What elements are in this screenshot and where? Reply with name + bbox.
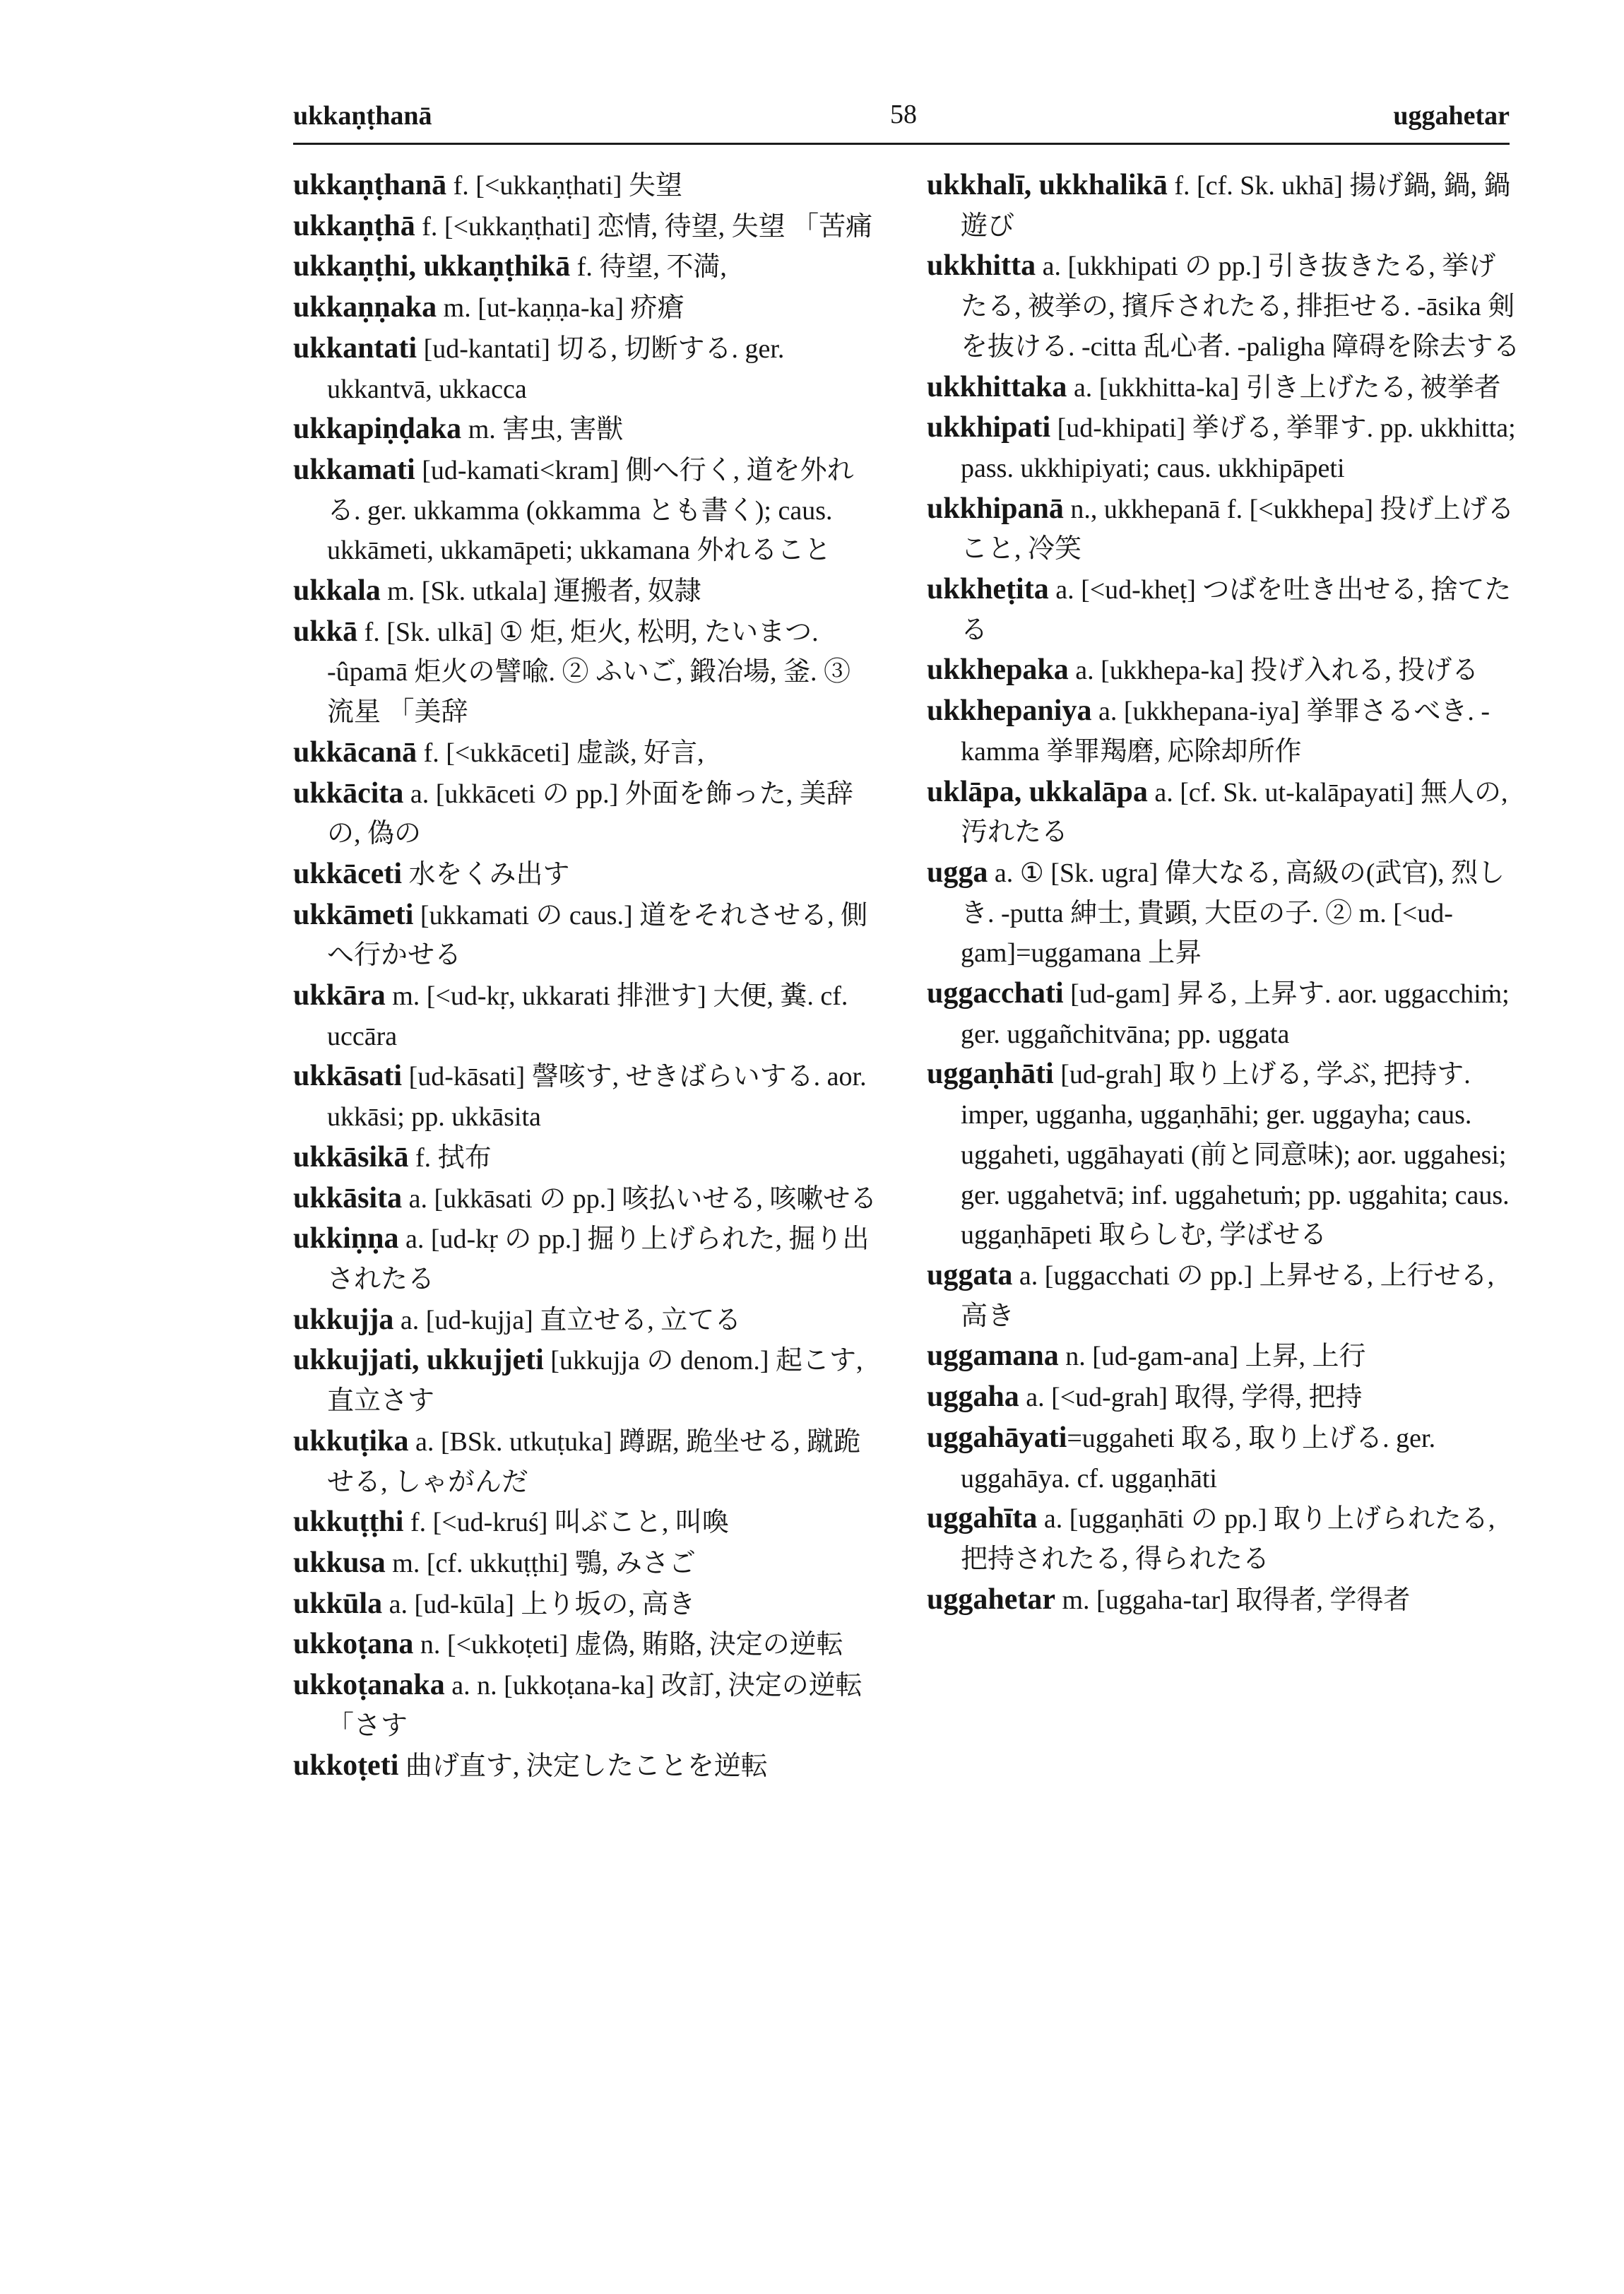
definition: a. n. [ukkoṭana-ka] 改訂, 決定の逆転 「さす bbox=[327, 1671, 863, 1741]
definition: m. [uggaha-tar] 取得者, 学得者 bbox=[1055, 1585, 1411, 1615]
dictionary-entry bbox=[293, 206, 883, 247]
headword: ukkamati bbox=[293, 453, 415, 486]
definition: f. [<ud-kruś] 叫ぶこと, 叫喚 bbox=[403, 1508, 729, 1538]
dictionary-entry bbox=[293, 1340, 883, 1421]
definition: m. [ut-kaṇṇa-ka] 疥瘡 bbox=[437, 293, 684, 324]
dictionary-entry bbox=[293, 1056, 883, 1137]
definition: a. [ukkāceti の pp.] 外面を飾った, 美辞の, 偽の bbox=[327, 779, 853, 849]
definition: a. [cf. Sk. ut-kalāpayati] 無人の, 汚れたる bbox=[961, 777, 1508, 848]
headword: ukkoṭana bbox=[293, 1628, 414, 1661]
dictionary-entry bbox=[293, 612, 883, 733]
definition: a. [BSk. utkuṭuka] 蹲踞, 跪坐せる, 蹴跪せる, しゃがんだ bbox=[327, 1426, 861, 1497]
definition: [ud-grah] 取り上げる, 学ぶ, 把持す. imper, ugganha, uggaṇhāhi; ger. uggayha; caus. uggaheti, uggāhayati (前と同意味); aor. uggahesi; ger. uggahetvā; inf. uggahetuṁ; pp. uggahita; caus. uggaṇhāpeti 取らしむ, 学ばせる bbox=[961, 1060, 1510, 1251]
dictionary-entry bbox=[293, 1624, 883, 1665]
definition: m. [cf. ukkuṭṭhi] 鶚, みさご bbox=[385, 1548, 696, 1578]
dictionary-entry bbox=[927, 1418, 1520, 1498]
definition: a. [ud-kūla] 上り坂の, 高き bbox=[382, 1589, 696, 1619]
dictionary-entry bbox=[927, 367, 1520, 408]
left-guide-word: ukkaṇṭhanā bbox=[293, 101, 432, 131]
dictionary-entry bbox=[293, 1746, 883, 1787]
dictionary-entry bbox=[293, 1665, 883, 1746]
definition: a. [ud-kujja] 直立せる, 立てる bbox=[393, 1305, 742, 1335]
headword: ukkaṇṭhā bbox=[293, 209, 415, 242]
left-column bbox=[293, 165, 883, 1787]
right-guide-word: uggahetar bbox=[1393, 101, 1510, 131]
dictionary-entry bbox=[927, 1498, 1520, 1579]
definition: [ud-kāsati] 謦咳す, せきばらいする. aor. ukkāsi; pp. ukkāsita bbox=[327, 1062, 867, 1133]
definition: a. [ud-kṛ の pp.] 掘り上げられた, 掘り出されたる bbox=[327, 1224, 870, 1294]
dictionary-entry bbox=[293, 976, 883, 1056]
definition: [ukkamati の caus.] 道をそれさせる, 側へ行かせる bbox=[327, 900, 868, 971]
dictionary-entry bbox=[927, 691, 1520, 771]
headword: uggaṇhāti bbox=[927, 1058, 1054, 1091]
dictionary-entry bbox=[293, 854, 883, 895]
dictionary-entry bbox=[927, 569, 1520, 650]
headword: ukkaṇṭhi, ukkaṇṭhikā bbox=[293, 250, 571, 283]
dictionary-entry bbox=[293, 895, 883, 976]
dictionary-entry bbox=[927, 1580, 1520, 1621]
headword: ukkapiṇḍaka bbox=[293, 413, 462, 446]
definition: f. 待望, 不満, bbox=[570, 252, 727, 283]
headword: uggaha bbox=[927, 1380, 1019, 1414]
headword: uggahāyati bbox=[927, 1421, 1067, 1454]
dictionary-entry bbox=[293, 733, 883, 774]
headword: uggacchati bbox=[927, 977, 1064, 1010]
dictionary-entry bbox=[293, 329, 883, 409]
headword: ukkācita bbox=[293, 776, 404, 810]
definition: [ud-kamati<kram] 側へ行く, 道を外れる. ger. ukkamma (okkamma とも書く); caus. ukkāmeti, ukkamāpeti; ukkamana 外れること bbox=[327, 455, 854, 566]
definition: f. [<ukkaṇṭhati] 失望 bbox=[446, 171, 682, 201]
definition: =uggaheti 取る, 取り上げる. ger. uggahāya. cf. uggaṇhāti bbox=[961, 1423, 1436, 1494]
definition: a. [ukkāsati の pp.] 咳払いせる, 咳嗽せる bbox=[402, 1183, 877, 1214]
dictionary-entry bbox=[927, 1377, 1520, 1418]
headword: ukkūla bbox=[293, 1587, 383, 1620]
headword: ukkaṇṇaka bbox=[293, 291, 437, 324]
definition: n. [<ukkoṭeti] 虚偽, 賄賂, 決定の逆転 bbox=[413, 1630, 843, 1660]
dictionary-entry bbox=[927, 772, 1520, 853]
headword: uggahīta bbox=[927, 1502, 1038, 1535]
headword: ukkoṭanaka bbox=[293, 1669, 445, 1702]
headword: ukkujjati, ukkujjeti bbox=[293, 1344, 544, 1377]
headword: ukkāsita bbox=[293, 1181, 403, 1214]
dictionary-entry bbox=[927, 489, 1520, 569]
dictionary-entry bbox=[293, 165, 883, 206]
headword: uklāpa, ukkalāpa bbox=[927, 775, 1148, 808]
dictionary-entry bbox=[927, 650, 1520, 691]
definition: m. [<ud-kṛ, ukkarati 排泄す] 大便, 糞. cf. uccāra bbox=[327, 981, 848, 1051]
dictionary-entry bbox=[293, 1543, 883, 1584]
headword: ukkā bbox=[293, 615, 358, 648]
definition: 水をくみ出す bbox=[402, 859, 570, 889]
dictionary-entry bbox=[927, 408, 1520, 488]
headword: ukkhitta bbox=[927, 249, 1036, 283]
definition: [ukkujja の denom.] 起こす, 直立さす bbox=[327, 1346, 863, 1417]
dictionary-entry bbox=[293, 247, 883, 288]
definition: n. [ud-gam-ana] 上昇, 上行 bbox=[1058, 1342, 1366, 1372]
dictionary-entry bbox=[927, 853, 1520, 974]
definition: m. 害虫, 害獣 bbox=[461, 415, 624, 445]
dictionary-entry bbox=[293, 450, 883, 571]
definition: f. [<ukkaṇṭhati] 恋情, 待望, 失望 「苦痛 bbox=[415, 211, 873, 242]
headword: ukkāsikā bbox=[293, 1140, 409, 1173]
dictionary-entry bbox=[293, 774, 883, 854]
headword: uggahetar bbox=[927, 1583, 1055, 1616]
headword: ukkuṭika bbox=[293, 1424, 409, 1458]
dictionary-entry bbox=[293, 1584, 883, 1625]
definition: a. [ukkhepa-ka] 投げ入れる, 投げる bbox=[1068, 656, 1479, 686]
headword: ukkala bbox=[293, 574, 381, 608]
headword: ukkiṇṇa bbox=[293, 1222, 399, 1255]
headword: ukkhalī, ukkhalikā bbox=[927, 169, 1168, 201]
headword: ukkhittaka bbox=[927, 370, 1067, 403]
headword: ukkāceti bbox=[293, 857, 403, 890]
running-header bbox=[293, 100, 1510, 145]
right-column bbox=[927, 165, 1520, 1620]
definition: f. [Sk. ulkā] ① 炬, 炬火, 松明, たいまつ. -ûpamā 炬火の譬喩. ② ふいご, 鍛冶場, 釜. ③ 流星 「美辞 bbox=[327, 617, 850, 728]
definition: f. [<ukkāceti] 虚談, 好言, bbox=[417, 738, 704, 768]
definition: a. [ukkhipati の pp.] 引き抜きたる, 挙げたる, 被挙の, 擯斥されたる, 排拒せる. -āsika 剣を抜ける. -citta 乱心者. -paligha 障碍を除去する bbox=[961, 252, 1520, 362]
headword: uggamana bbox=[927, 1340, 1059, 1373]
headword: ugga bbox=[927, 856, 988, 889]
definition: a. ① [Sk. ugra] 偉大なる, 高級の(武官), 烈しき. -putta 紳士, 貴顕, 大臣の子. ② m. [<ud-gam]=uggamana 上昇 bbox=[961, 858, 1505, 969]
dictionary-entry bbox=[293, 1421, 883, 1502]
definition: f. [cf. Sk. ukhā] 揚げ鍋, 鍋, 鍋遊び bbox=[961, 171, 1511, 241]
definition: a. [ukkhitta-ka] 引き上げたる, 被挙者 bbox=[1067, 372, 1501, 403]
headword: ukkhepaka bbox=[927, 654, 1069, 687]
dictionary-entry bbox=[293, 571, 883, 612]
dictionary-entry bbox=[293, 1178, 883, 1219]
headword: ukkuṭṭhi bbox=[293, 1506, 404, 1539]
definition: [ud-kantati] 切る, 切断する. ger. ukkantvā, ukkacca bbox=[327, 333, 785, 404]
dictionary-entry bbox=[293, 1219, 883, 1299]
dictionary-entry bbox=[293, 1502, 883, 1543]
dictionary-entry bbox=[927, 1336, 1520, 1377]
page-number: 58 bbox=[890, 100, 917, 129]
definition: f. 拭布 bbox=[408, 1142, 492, 1173]
definition: [ud-khipati] 挙げる, 挙罪す. pp. ukkhitta; pass. ukkhipiyati; caus. ukkhipāpeti bbox=[961, 413, 1516, 483]
definition: n., ukkhepanā f. [<ukkhepa] 投げ上げること, 冷笑 bbox=[961, 494, 1515, 564]
definition: m. [Sk. utkala] 運搬者, 奴隷 bbox=[380, 577, 701, 607]
headword: ukkhipanā bbox=[927, 492, 1064, 525]
dictionary-entry bbox=[293, 1300, 883, 1341]
dictionary-entry bbox=[293, 409, 883, 450]
headword: ukkheṭita bbox=[927, 573, 1049, 606]
headword: ukkhepaniya bbox=[927, 694, 1092, 728]
dictionary-entry bbox=[927, 974, 1520, 1054]
definition: a. [<ud-grah] 取得, 学得, 把持 bbox=[1019, 1383, 1363, 1413]
dictionary-entry bbox=[293, 1137, 883, 1178]
dictionary-entry bbox=[293, 288, 883, 329]
headword: ukkācanā bbox=[293, 735, 417, 769]
headword: ukkāmeti bbox=[293, 898, 414, 931]
headword: ukkaṇṭhanā bbox=[293, 169, 447, 201]
definition: a. [ukkhepana-iya] 挙罪さるべき. -kamma 挙罪羯磨, 応除却所作 bbox=[961, 697, 1490, 767]
headword: uggata bbox=[927, 1258, 1013, 1291]
definition: [ud-gam] 昇る, 上昇す. aor. uggacchiṁ; ger. uggañchitvāna; pp. uggata bbox=[961, 979, 1510, 1049]
definition: a. [<ud-kheṭ] つばを吐き出せる, 捨てたる bbox=[961, 575, 1512, 645]
dictionary-entry bbox=[927, 1054, 1520, 1255]
headword: ukkujja bbox=[293, 1303, 394, 1336]
headword: ukkāra bbox=[293, 979, 386, 1012]
dictionary-entry bbox=[927, 246, 1520, 367]
headword: ukkhipati bbox=[927, 411, 1051, 444]
definition: 曲げ直す, 決定したことを逆転 bbox=[398, 1751, 768, 1782]
definition: a. [uggaṇhāti の pp.] 取り上げられたる, 把持されたる, 得られたる bbox=[961, 1504, 1495, 1574]
headword: ukkusa bbox=[293, 1546, 386, 1579]
dictionary-entry bbox=[927, 1255, 1520, 1336]
headword: ukkāsati bbox=[293, 1060, 403, 1093]
definition: a. [uggacchati の pp.] 上昇せる, 上行せる, 高き bbox=[961, 1260, 1495, 1331]
headword: ukkoṭeti bbox=[293, 1749, 399, 1782]
dictionary-entry bbox=[927, 165, 1520, 246]
headword: ukkantati bbox=[293, 331, 417, 365]
